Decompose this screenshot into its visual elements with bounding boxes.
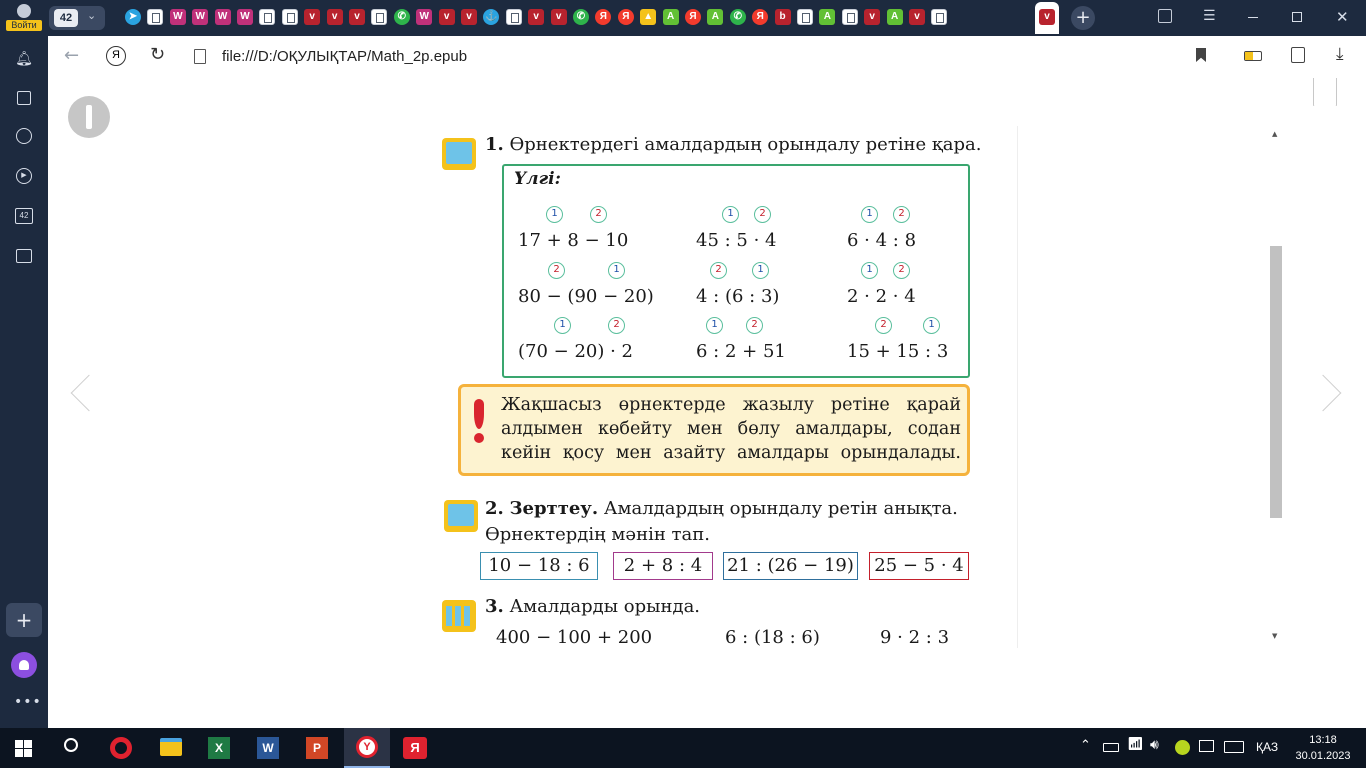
order-marker: 2 <box>875 317 892 334</box>
rule-line-3: кейін қосу мен азайту амалдары орындалады. <box>501 443 961 463</box>
sample-label: Үлгі: <box>514 169 561 189</box>
minimize-button[interactable] <box>1248 17 1258 18</box>
battery-icon <box>1244 51 1262 61</box>
task1-heading <box>485 134 982 155</box>
powerpoint-icon[interactable]: P <box>306 737 328 759</box>
tabs-count-icon[interactable] <box>14 206 34 226</box>
tab-file-icon[interactable] <box>371 9 387 25</box>
profile-label: Войти <box>6 20 42 31</box>
collections-icon[interactable] <box>14 88 34 108</box>
tab-yandex-icon[interactable]: Я <box>685 9 701 25</box>
clock-time: 13:18 <box>1309 734 1337 746</box>
order-marker: 2 <box>893 206 910 223</box>
tab-count-badge: 42 <box>54 9 78 27</box>
active-tab[interactable] <box>1035 2 1059 34</box>
task3-expression: 9 · 2 : 3 <box>880 627 950 648</box>
tab-file-icon[interactable] <box>931 9 947 25</box>
task2-number: 2. <box>485 498 504 519</box>
tab-site-icon[interactable]: v <box>439 9 455 25</box>
history-icon[interactable] <box>14 126 34 146</box>
battery-tray-icon <box>1103 743 1119 752</box>
order-marker: 1 <box>752 262 769 279</box>
url-text[interactable]: file:///D:/ОҚУЛЫҚТАР/Math_2p.epub <box>222 48 468 65</box>
tab-image-icon[interactable]: ▲ <box>640 9 656 25</box>
chevron-up-icon[interactable]: ⌃ <box>1080 738 1091 753</box>
language-indicator[interactable]: ҚАЗ <box>1256 740 1279 754</box>
tab-bar <box>0 0 1366 36</box>
order-marker: 1 <box>861 206 878 223</box>
tabs-count-label: 42 <box>15 208 33 224</box>
rule-line-1: Жақшасыз өрнектерде жазылу ретіне қарай <box>501 395 961 415</box>
tab-yandex-icon[interactable]: Я <box>618 9 634 25</box>
order-marker: 2 <box>608 317 625 334</box>
task2-expression-box: 21 : (26 − 19) <box>723 552 858 580</box>
scroll-down-icon[interactable]: ▼ <box>1272 632 1278 640</box>
tab-file-icon[interactable] <box>282 9 298 25</box>
tab-web-icon[interactable]: W <box>192 9 208 25</box>
tab-site-icon[interactable]: v <box>909 9 925 25</box>
new-tab-button[interactable]: + <box>1071 6 1095 30</box>
task2-expression-box: 25 − 5 · 4 <box>869 552 969 580</box>
yandex-app-icon[interactable]: Я <box>403 737 427 759</box>
tab-telegram-icon[interactable]: ➤ <box>125 9 141 25</box>
tab-web-icon[interactable]: W <box>215 9 231 25</box>
keyboard-icon[interactable] <box>1224 741 1244 753</box>
task2-title: Зерттеу. <box>509 498 599 519</box>
tab-site-icon[interactable]: v <box>327 9 343 25</box>
rule-text <box>501 393 961 465</box>
file-icon <box>194 49 206 64</box>
order-marker: 2 <box>746 317 763 334</box>
sidebar <box>0 36 48 728</box>
windows-taskbar <box>0 728 1366 768</box>
tab-file-icon[interactable] <box>147 9 163 25</box>
tab-download-icon[interactable]: ⤓ <box>842 9 858 25</box>
clock[interactable] <box>1293 732 1353 764</box>
textbook-page <box>356 126 1018 648</box>
volume-icon[interactable]: 🔊︎ <box>1150 737 1159 753</box>
tab-file-icon[interactable] <box>797 9 813 25</box>
next-page-icon[interactable] <box>1305 375 1342 412</box>
tab-anchor-icon[interactable]: ⚓ <box>483 9 499 25</box>
task-book-icon <box>444 500 478 532</box>
sample-expression: 6 · 4 : 8 <box>847 230 917 251</box>
task3-text: Амалдарды орында. <box>509 596 701 617</box>
tab-whatsapp-icon[interactable]: ✆ <box>394 9 410 25</box>
tab-file-icon[interactable] <box>259 9 275 25</box>
extensions-icon[interactable] <box>1291 47 1305 63</box>
reload-icon[interactable]: ↻ <box>150 44 166 65</box>
scrollbar-thumb[interactable] <box>1270 246 1282 518</box>
file-explorer-icon[interactable] <box>160 738 182 756</box>
address-toolbar <box>48 36 1366 78</box>
chat-icon[interactable] <box>1199 740 1214 752</box>
order-marker: 1 <box>861 262 878 279</box>
more-icon[interactable]: ••• <box>14 694 42 710</box>
tab-a-icon[interactable]: A <box>887 9 903 25</box>
tab-site-icon[interactable]: v <box>864 9 880 25</box>
yandex-browser-taskbar-icon[interactable]: Y <box>344 728 390 768</box>
rule-line-2: алдымен көбейту мен бөлу амалдары, содан <box>501 419 961 439</box>
windows-start-icon[interactable] <box>15 740 32 757</box>
page-bookmark-icon[interactable] <box>1313 78 1337 106</box>
tab-a-icon[interactable]: A <box>707 9 723 25</box>
alice-assistant-icon[interactable] <box>11 652 37 678</box>
scroll-up-icon[interactable]: ▲ <box>1272 130 1278 138</box>
order-marker: 1 <box>923 317 940 334</box>
task2-expression-box: 10 − 18 : 6 <box>480 552 598 580</box>
sample-expression: 4 : (6 : 3) <box>696 286 780 307</box>
tab-site-icon[interactable]: v <box>461 9 477 25</box>
tab-count-button[interactable] <box>49 6 105 30</box>
rule-note <box>458 384 970 476</box>
wifi-icon[interactable]: 📶︎ <box>1127 737 1144 752</box>
order-marker: 1 <box>706 317 723 334</box>
sample-expression: 6 : 2 + 51 <box>696 341 786 362</box>
task2-text-line2: Өрнектердің мәнін тап. <box>485 524 710 545</box>
tab-b-icon[interactable]: b <box>775 9 791 25</box>
tab-a-icon[interactable]: A <box>819 9 835 25</box>
user-icon <box>17 4 31 18</box>
bell-icon[interactable]: 🔔︎ <box>15 51 33 67</box>
sample-expression: 15 + 15 : 3 <box>847 341 949 362</box>
order-marker: 2 <box>590 206 607 223</box>
tab-yandex-icon[interactable]: Я <box>752 9 768 25</box>
tab-whatsapp-icon[interactable]: ✆ <box>730 9 746 25</box>
profile-button[interactable] <box>6 2 42 34</box>
pause-button[interactable] <box>68 96 110 138</box>
order-marker: 2 <box>893 262 910 279</box>
sample-expression: 45 : 5 · 4 <box>696 230 777 251</box>
task3-expression: 400 − 100 + 200 <box>496 627 653 648</box>
clock-date: 30.01.2023 <box>1295 750 1351 762</box>
tab-site-icon[interactable]: v <box>551 9 567 25</box>
epub-viewer <box>48 78 1366 728</box>
tab-site-icon[interactable]: v <box>349 9 365 25</box>
screenshot-icon[interactable] <box>14 246 34 266</box>
tab-favicon-icon: v <box>1039 9 1055 25</box>
task1-text: Өрнектердегі амалдардың орындалу ретіне қара. <box>509 134 982 155</box>
task2-text-line1: Амалдардың орындалу ретін анықта. <box>603 498 958 519</box>
task1-number: 1. <box>485 134 504 155</box>
play-icon[interactable]: ▶ <box>14 166 34 186</box>
order-marker: 1 <box>554 317 571 334</box>
sample-expression: (70 − 20) · 2 <box>518 341 633 362</box>
tab-file-icon[interactable] <box>506 9 522 25</box>
sample-expression: 80 − (90 − 20) <box>518 286 654 307</box>
sample-expression: 2 · 2 · 4 <box>847 286 916 307</box>
sample-box <box>502 164 970 378</box>
task2-expression-box: 2 + 8 : 4 <box>613 552 713 580</box>
task3-group-icon <box>442 600 476 632</box>
task3-heading <box>485 596 700 617</box>
chevron-down-icon: ⌄ <box>87 9 97 22</box>
tab-web-icon[interactable]: W <box>237 9 253 25</box>
sample-expression: 17 + 8 − 10 <box>518 230 629 251</box>
task2-heading <box>485 496 970 548</box>
tab-whatsapp-icon[interactable]: ✆ <box>573 9 589 25</box>
close-button[interactable]: ✕ <box>1336 8 1349 26</box>
order-marker: 1 <box>608 262 625 279</box>
exclamation-icon <box>471 399 487 443</box>
tab-a-icon[interactable]: A <box>663 9 679 25</box>
tab-web-icon[interactable]: W <box>416 9 432 25</box>
tab-site-icon[interactable]: v <box>528 9 544 25</box>
opera-icon[interactable] <box>110 737 132 759</box>
task-book-icon <box>442 138 476 170</box>
yandex-logo-icon[interactable]: Я <box>106 46 126 66</box>
download-icon[interactable]: ⤓ <box>1336 44 1344 64</box>
tab-site-icon[interactable]: v <box>304 9 320 25</box>
order-marker: 2 <box>710 262 727 279</box>
order-marker: 1 <box>722 206 739 223</box>
address-field[interactable] <box>186 41 1286 73</box>
search-icon[interactable] <box>64 738 78 752</box>
green-status-icon[interactable] <box>1175 740 1190 755</box>
tab-web-icon[interactable]: W <box>170 9 186 25</box>
task3-number: 3. <box>485 596 504 617</box>
excel-icon[interactable]: X <box>208 737 230 759</box>
task3-expression: 6 : (18 : 6) <box>725 627 820 648</box>
word-icon[interactable]: W <box>257 737 279 759</box>
add-panel-button[interactable]: + <box>6 603 42 637</box>
order-marker: 1 <box>546 206 563 223</box>
tabs-panel-icon[interactable] <box>1158 9 1172 23</box>
menu-icon[interactable]: ☰ <box>1203 8 1216 24</box>
order-marker: 2 <box>548 262 565 279</box>
back-arrow-icon[interactable]: ← <box>64 45 80 66</box>
vertical-scrollbar[interactable] <box>1269 130 1283 642</box>
tab-yandex-icon[interactable]: Я <box>595 9 611 25</box>
order-marker: 2 <box>754 206 771 223</box>
previous-page-icon[interactable] <box>71 375 108 412</box>
maximize-button[interactable] <box>1292 12 1302 22</box>
